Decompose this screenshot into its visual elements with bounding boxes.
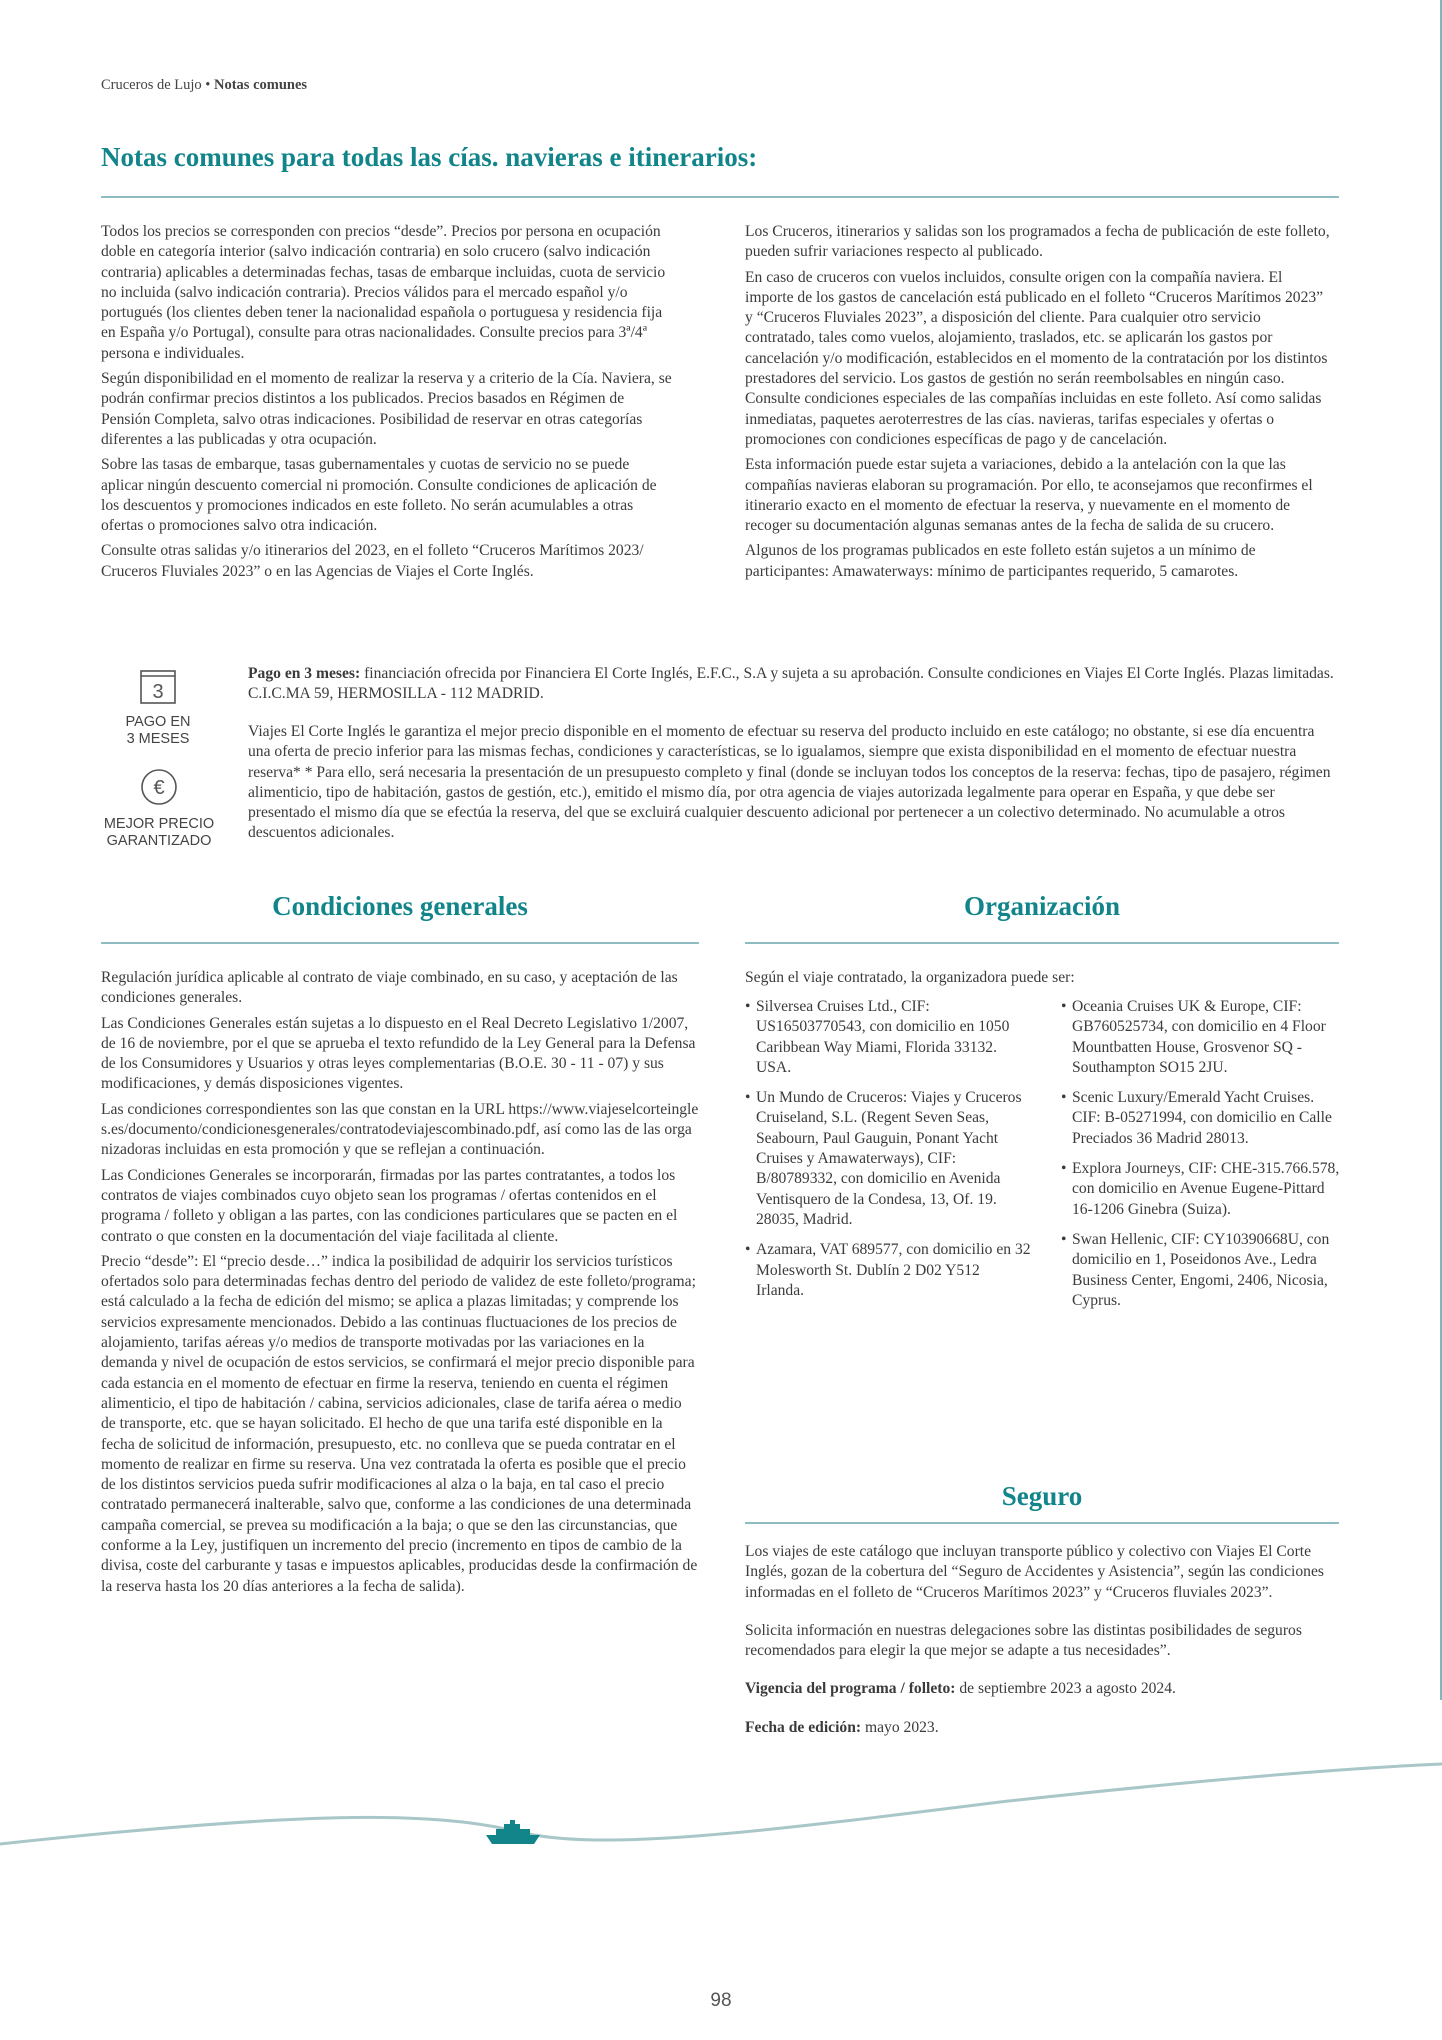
organizacion-intro: Según el viaje contratado, la organizadora puede ser: xyxy=(745,969,1075,986)
organizadora-item: • Un Mundo de Cruceros: Viajes y Cruceros Cruiseland, S.L. (Regent Seven Seas, Seabourn, Paul Gauguin, Ponant Yacht Cruises y Amawaterways), CIF: B/80789332, con domicilio en Avenida Ventisquero de la Condesa, 13, Of. 19. 28035, Madrid. xyxy=(745,1088,1031,1230)
condiciones-paragraph: Regulación jurídica aplicable al contrato de viaje combinado, en su caso, y aceptación de las condiciones generales. xyxy=(101,969,678,1007)
organizadora-item: • Scenic Luxury/Emerald Yacht Cruises. CIF: B-05271994, con domicilio en Calle Preciados 36 Madrid 28013. xyxy=(1061,1088,1341,1149)
notas-left-paragraph: Según disponibilidad en el momento de realizar la reserva y a criterio de la Cía. Naviera, se podrán confirmar precios distintos a los publicados. Precios basados en Régimen de Pensión Completa, salvo otras indicaciones. Posibilidad de reservar en otras categorías diferentes a las publicadas y otra ocupación. xyxy=(101,370,672,448)
fecha-edicion-line: Fecha de edición: mayo 2023. xyxy=(745,1718,939,1736)
condiciones-title: Condiciones generales xyxy=(272,891,528,921)
notas-right-paragraph: Esta información puede estar sujeta a variaciones, debido a la antelación con la que las compañías navieras elaboran su programación. Por ello, te aconsejamos que reconfirmes el itinerario exacto en el momento de efectuar la reserva, y nuevamente en el momento de recoger su documentación algunas semanas antes de la fecha de salida de su crucero. xyxy=(745,456,1313,535)
seguro-title-rule xyxy=(745,1522,1339,1524)
calendar-icon xyxy=(140,668,176,704)
notas-right-paragraph: Algunos de los programas publicados en este folleto están sujetos a un mínimo de participantes: Amawaterways: mínimo de participantes requerido, 5 camarotes. xyxy=(745,542,1256,580)
organizadora-item: • Azamara, VAT 689577, con domicilio en 32 Molesworth St. Dublín 2 D02 Y512 Irlanda. xyxy=(745,1240,1031,1301)
pago-badge-label: PAGO EN 3 MESES xyxy=(125,714,191,747)
organizacion-title: Organización xyxy=(964,891,1120,921)
condiciones-paragraph: Las condiciones correspondientes son las que constan en la URL https://www.viajeselcorteingles.es/documento/condicionesgenerales/contratodeviajescombinado.pdf, así como las de las organizadoras incluidas en esta promoción y que se reflejan a continuación. xyxy=(101,1100,699,1159)
organizacion-title-rule xyxy=(745,942,1339,944)
breadcrumb-current: Notas comunes xyxy=(214,77,308,93)
condiciones-body xyxy=(101,968,699,1602)
organizadora-item: • Explora Journeys, CIF: CHE-315.766.578, con domicilio en Avenue Eugene-Pittard 16-1206 Ginebra (Suiza). xyxy=(1061,1159,1341,1220)
vigencia-line: Vigencia del programa / folleto: de septiembre 2023 a agosto 2024. xyxy=(745,1680,1176,1698)
notas-left-paragraph: Consulte otras salidas y/o itinerarios del 2023, en el folleto “Cruceros Marítimos 2023/ Cruceros Fluviales 2023” o en las Agencias de Viajes el Corte Inglés. xyxy=(101,542,644,580)
notas-title-rule xyxy=(101,196,1339,198)
organizadora-item: • Silversea Cruises Ltd., CIF: US16503770543, con domicilio en 1050 Caribbean Way Miami, Florida 33132. USA. xyxy=(745,997,1031,1078)
breadcrumb-section: Cruceros de Lujo xyxy=(101,77,202,93)
seguro-paragraph: Los viajes de este catálogo que incluyan transporte público y colectivo con Viajes El Corte Inglés, gozan de la cobertura del “Seguro de Accidentes y Asistencia”, según las condiciones informadas en el folleto de “Cruceros Marítimos 2023” y “Cruceros fluviales 2023”. xyxy=(745,1543,1324,1601)
euro-icon xyxy=(140,768,178,806)
garantia-notice xyxy=(248,722,1338,849)
pago-text: financiación ofrecida por Financiera El Corte Inglés, E.F.C., S.A y sujeta a su aprobación. Consulte condiciones en Viajes El Corte Inglés. Plazas limitadas. C.I.C.MA 59, HERMOSILLA - 112 MADRID. xyxy=(248,665,1334,703)
organizadora-item: • Swan Hellenic, CIF: CY10390668U, con domicilio en 1, Poseidonos Ave., Ledra Business Center, Engomi, 2406, Nicosia, Cyprus. xyxy=(1061,1230,1341,1311)
seguro-paragraph: Solicita información en nuestras delegaciones sobre las distintas posibilidades de seguros recomendados para elegir la que mejor se adapte a tus necesidades”. xyxy=(745,1621,1302,1660)
notas-left-paragraph: Sobre las tasas de embarque, tasas gubernamentales y cuotas de servicio no se puede aplicar ningún descuento comercial ni promoción. Consulte condiciones de aplicación de los descuentos y promociones indicados en este folleto. No serán acumulables a otras ofertas o promociones salvo otra indicación. xyxy=(101,456,657,535)
organizadora-item: • Oceania Cruises UK & Europe, CIF: GB760525734, con domicilio en 4 Floor Mountbatten House, Grosvenor SQ - Southampton SO15 2JU. xyxy=(1061,997,1341,1078)
breadcrumb-separator: • xyxy=(205,77,211,93)
seguro-body xyxy=(745,1542,1339,1743)
calendar-number: 3 xyxy=(152,681,164,703)
condiciones-paragraph: Precio “desde”: El “precio desde…” indica la posibilidad de adquirir los servicios turísticos ofertados solo para determinadas fechas dentro del periodo de validez de este folleto/programa; está calculado a la fecha de edición del mismo; se aplica a plazas limitadas; y comprende los servicios expresamente mencionados. Debido a las continuas fluctuaciones de los precios de alojamiento, tarifas aéreas y/o medios de transporte motivadas por las variaciones en la demanda y nivel de ocupación de estos servicios, se confirmará el mejor precio disponible para cada estancia en el momento de efectuar en firme la reserva, teniendo en cuenta el régimen alimenticio, el tipo de habitación / cabina, servicios adicionales, clase de tarifa aérea o medio de transporte, etc. que se hayan solicitado. El hecho de que una tarifa esté disponible en la fecha de solicitud de información, presupuesto, etc. no conlleva que se pueda contratar en el momento de realizar en firme su reserva. Una vez contratada la oferta es posible que el precio de los distintos servicios pueda sufrir modificaciones al alza o la baja, en tal caso el precio contratado permanecerá inalterable, salvo que, conforme a las condiciones de una determinada campaña comercial, se prevea su modificación a la baja; o que se den las circunstancias, que conforme a la Ley, justifiquen un incremento del precio (incremento en tipos de cambio de la divisa, coste del carburante y tasas e impuestos aplicables, producidas desde la confirmación de la reserva hasta los 20 días anteriores a la fecha de salida). xyxy=(101,1252,698,1595)
condiciones-paragraph: Las Condiciones Generales se incorporarán, firmadas por las partes contratantes, a todos los contratos de viajes combinados cuyo objeto sean los programas / ofertas contenidos en el programa / folleto y obligan a las partes, con las condiciones particulares que se pacten en el contrato o que consten en la documentación del viaje facilitada al cliente. xyxy=(101,1166,678,1245)
mejor-precio-badge-label: MEJOR PRECIO GARANTIZADO xyxy=(103,816,215,849)
condiciones-title-rule xyxy=(101,942,699,944)
ship-icon xyxy=(486,1820,540,1844)
notas-right-paragraph: Los Cruceros, itinerarios y salidas son los programados a fecha de publicación de este folleto, pueden sufrir variaciones respecto al publicado. xyxy=(745,223,1330,261)
notas-right-column xyxy=(745,222,1333,587)
organizacion-list-col2 xyxy=(1061,997,1341,1321)
breadcrumb xyxy=(101,77,307,94)
notas-left-paragraph: Todos los precios se corresponden con precios “desde”. Precios por persona en ocupación doble en categoría interior (salvo indicación contraria) en solo crucero (salvo indicación contraria) aplicables a determinadas fechas, tasas de embarque incluidas, cuota de servicio no incluida (salvo indicación contraria). Precios válidos para el mercado español y/o portugués (los clientes deben tener la nacionalidad española o portuguesa y residencia fija en España y/o Portugal), consulte para otras nacionalidades. Consulte precios para 3ª/4ª persona e individuales. xyxy=(101,223,666,362)
euro-symbol: € xyxy=(153,777,165,799)
decorative-wave xyxy=(0,1752,1442,1862)
garantia-text: Viajes El Corte Inglés le garantiza el mejor precio disponible en el momento de efectuar su reserva del producto incluido en este catálogo; no obstante, si ese día encuentra una oferta de precio inferior para las mismas fechas, condiciones y características, se lo igualamos, siempre que exista disponibilidad en el momento de efectuar nuestra reserva* * Para ello, será necesaria la presentación de un presupuesto completo y final (donde se incluyan todos los conceptos de la reserva: fechas, tipo de pasajero, régimen alimenticio, tipo de habitación, gastos de gestión, etc.), emitido el mismo día, por otra agencia de viajes autorizada legalmente para operar en España, y que debe ser presentado el mismo día que se efectúa la reserva, del que se excluirá cualquier descuento adicional por pertenecer a un colectivo determinado. No acumulable a otros descuentos adicionales. xyxy=(248,723,1331,842)
notas-title: Notas comunes para todas las cías. navieras e itinerarios: xyxy=(101,142,758,172)
seguro-title: Seguro xyxy=(1001,1481,1083,1511)
pago-label: Pago en 3 meses: xyxy=(248,665,361,682)
page-number: 98 xyxy=(710,1990,732,2011)
organizacion-list-col1 xyxy=(745,997,1031,1311)
condiciones-paragraph: Las Condiciones Generales están sujetas a lo dispuesto en el Real Decreto Legislativo 1/2007, de 16 de noviembre, por el que se aprueba el texto refundido de la Ley General para la Defensa de los Consumidores y Usuarios y otras leyes complementarias (B.O.E. 30 - 11 - 07) y sus modificaciones, y demás disposiciones vigentes. xyxy=(101,1014,696,1093)
notas-left-column xyxy=(101,222,673,587)
notas-right-paragraph: En caso de cruceros con vuelos incluidos, consulte origen con la compañía naviera. El importe de los gastos de cancelación está publicado en el folleto “Cruceros Marítimos 2023” y “Cruceros Fluviales 2023”, a disposición del cliente. Para cualquier otro servicio contratado, tales como vuelos, alojamiento, traslados, etc. se aplicarán los gastos por cancelación y/o modificación, establecidos en el momento de la contratación por los distintos prestadores del servicio. Los gastos de gestión no serán reembolsables en ningún caso. Consulte condiciones especiales de las compañías incluidas en este folleto. Así como salidas inmediatas, paquetes aeroterrestres de las cías. navieras, tarifas especiales y ofertas o promociones con condiciones específicas de pago y de cancelación. xyxy=(745,268,1328,448)
pago-notice xyxy=(248,664,1338,710)
